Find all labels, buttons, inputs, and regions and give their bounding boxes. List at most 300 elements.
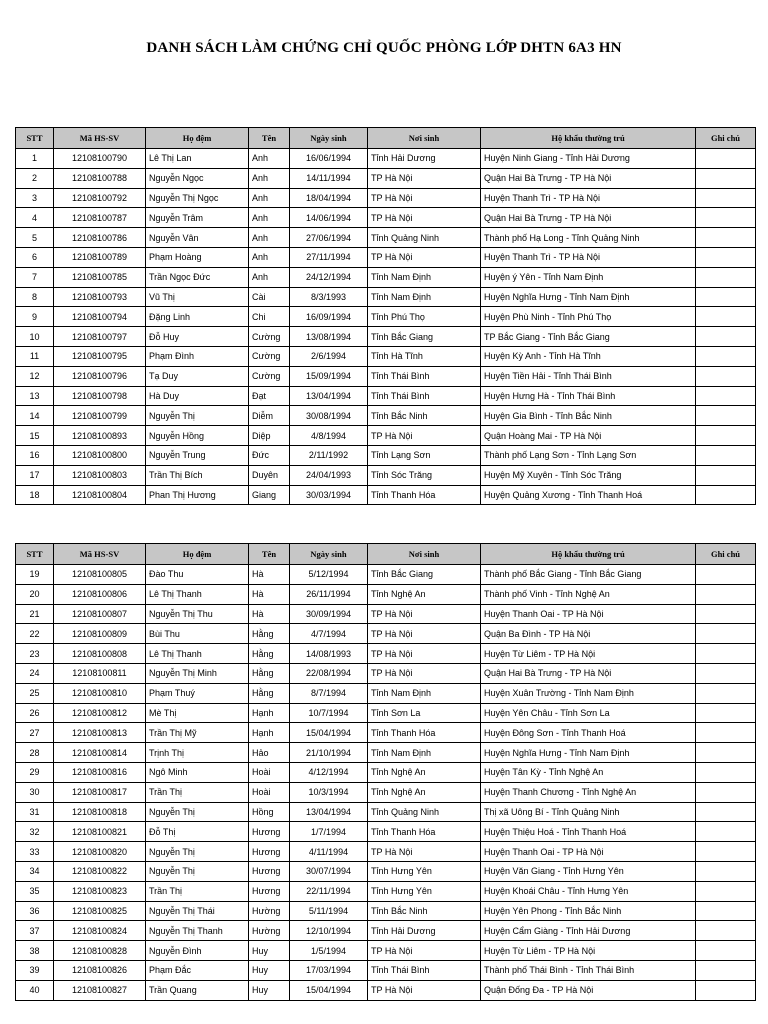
cell-stt: 16 [16, 445, 54, 465]
header-surname: Họ đệm [146, 544, 249, 565]
cell-given-name: Duyên [249, 465, 290, 485]
cell-birth-place: Tỉnh Nghệ An [368, 782, 481, 802]
cell-stt: 13 [16, 386, 54, 406]
cell-student-id: 12108100824 [54, 921, 146, 941]
cell-birth-place: Tỉnh Quảng Ninh [368, 802, 481, 822]
cell-stt: 27 [16, 723, 54, 743]
cell-note [696, 842, 756, 862]
cell-student-id: 12108100803 [54, 465, 146, 485]
cell-given-name: Cường [249, 346, 290, 366]
cell-residence: Huyện Văn Giang - Tỉnh Hưng Yên [481, 861, 696, 881]
table-row [16, 267, 756, 287]
cell-student-id: 12108100810 [54, 683, 146, 703]
cell-residence: Quận Hai Bà Trưng - TP Hà Nội [481, 168, 696, 188]
cell-birth-date: 10/3/1994 [290, 782, 368, 802]
cell-stt: 28 [16, 743, 54, 763]
cell-residence: Huyện Nghĩa Hưng - Tỉnh Nam Định [481, 743, 696, 763]
cell-birth-date: 5/11/1994 [290, 901, 368, 921]
table-row [16, 921, 756, 941]
cell-birth-date: 4/11/1994 [290, 842, 368, 862]
cell-note [696, 208, 756, 228]
header-residence: Hộ khẩu thường trú [481, 128, 696, 149]
cell-birth-date: 15/04/1994 [290, 980, 368, 1000]
cell-birth-date: 30/09/1994 [290, 604, 368, 624]
cell-residence: Thị xã Uông Bí - Tỉnh Quảng Ninh [481, 802, 696, 822]
cell-birth-date: 4/8/1994 [290, 426, 368, 446]
cell-note [696, 327, 756, 347]
cell-given-name: Hằng [249, 624, 290, 644]
cell-given-name: Hằng [249, 683, 290, 703]
cell-residence: Quận Đống Đa - TP Hà Nội [481, 980, 696, 1000]
cell-surname: Nguyễn Hồng [146, 426, 249, 446]
table-row [16, 743, 756, 763]
cell-residence: Huyện Tiền Hải - Tỉnh Thái Bình [481, 366, 696, 386]
table-row [16, 247, 756, 267]
cell-given-name: Diễm [249, 406, 290, 426]
cell-note [696, 445, 756, 465]
document-title: DANH SÁCH LÀM CHỨNG CHỈ QUỐC PHÒNG LỚP DHTN 6A3 HN [146, 40, 622, 56]
cell-birth-place: Tỉnh Nghệ An [368, 762, 481, 782]
table-row [16, 604, 756, 624]
cell-given-name: Chi [249, 307, 290, 327]
cell-surname: Nguyễn Vân [146, 228, 249, 248]
cell-note [696, 149, 756, 169]
cell-note [696, 604, 756, 624]
table-row [16, 208, 756, 228]
cell-surname: Lê Thị Thanh [146, 584, 249, 604]
cell-student-id: 12108100812 [54, 703, 146, 723]
cell-birth-date: 13/08/1994 [290, 327, 368, 347]
cell-birth-date: 24/04/1993 [290, 465, 368, 485]
header-stt: STT [16, 544, 54, 565]
cell-residence: Huyện Yên Châu - Tỉnh Sơn La [481, 703, 696, 723]
cell-given-name: Hương [249, 842, 290, 862]
cell-residence: Huyện Đông Sơn - Tỉnh Thanh Hoá [481, 723, 696, 743]
cell-note [696, 465, 756, 485]
cell-surname: Trần Thị Mỹ [146, 723, 249, 743]
cell-student-id: 12108100796 [54, 366, 146, 386]
cell-stt: 11 [16, 346, 54, 366]
cell-birth-date: 13/04/1994 [290, 386, 368, 406]
cell-student-id: 12108100809 [54, 624, 146, 644]
cell-surname: Đào Thu [146, 565, 249, 585]
cell-residence: Quận Hoàng Mai - TP Hà Nội [481, 426, 696, 446]
cell-given-name: Hoài [249, 762, 290, 782]
cell-birth-place: Tỉnh Lạng Sơn [368, 445, 481, 465]
cell-residence: Thành phố Bắc Giang - Tỉnh Bắc Giang [481, 565, 696, 585]
cell-birth-place: Tỉnh Hà Tĩnh [368, 346, 481, 366]
cell-note [696, 188, 756, 208]
table-row [16, 683, 756, 703]
cell-birth-place: TP Hà Nội [368, 663, 481, 683]
table-row [16, 782, 756, 802]
cell-student-id: 12108100817 [54, 782, 146, 802]
cell-given-name: Hồng [249, 802, 290, 822]
cell-residence: Quận Ba Đình - TP Hà Nội [481, 624, 696, 644]
cell-birth-place: Tỉnh Bắc Ninh [368, 406, 481, 426]
cell-given-name: Hằng [249, 644, 290, 664]
cell-stt: 7 [16, 267, 54, 287]
cell-surname: Hà Duy [146, 386, 249, 406]
cell-stt: 39 [16, 960, 54, 980]
cell-given-name: Cường [249, 327, 290, 347]
cell-surname: Nguyễn Thị Thu [146, 604, 249, 624]
cell-residence: Huyện Gia Bình - Tỉnh Bắc Ninh [481, 406, 696, 426]
cell-surname: Nguyễn Thị [146, 842, 249, 862]
table-row [16, 663, 756, 683]
cell-given-name: Hương [249, 881, 290, 901]
cell-note [696, 901, 756, 921]
cell-birth-date: 22/08/1994 [290, 663, 368, 683]
cell-stt: 19 [16, 565, 54, 585]
cell-note [696, 683, 756, 703]
cell-stt: 40 [16, 980, 54, 1000]
cell-birth-place: Tỉnh Bắc Giang [368, 327, 481, 347]
cell-surname: Lê Thị Thanh [146, 644, 249, 664]
cell-birth-place: Tỉnh Hải Dương [368, 149, 481, 169]
cell-residence: Huyện Thanh Trì - TP Hà Nội [481, 188, 696, 208]
header-note: Ghi chú [696, 544, 756, 565]
table-row [16, 149, 756, 169]
cell-birth-date: 30/08/1994 [290, 406, 368, 426]
cell-given-name: Hường [249, 901, 290, 921]
cell-birth-date: 14/08/1993 [290, 644, 368, 664]
cell-note [696, 743, 756, 763]
cell-stt: 1 [16, 149, 54, 169]
cell-student-id: 12108100814 [54, 743, 146, 763]
cell-stt: 30 [16, 782, 54, 802]
cell-surname: Phạm Thuý [146, 683, 249, 703]
cell-stt: 20 [16, 584, 54, 604]
table-row [16, 327, 756, 347]
cell-birth-date: 15/09/1994 [290, 366, 368, 386]
cell-stt: 26 [16, 703, 54, 723]
cell-note [696, 644, 756, 664]
table-row [16, 802, 756, 822]
cell-note [696, 386, 756, 406]
cell-note [696, 584, 756, 604]
cell-note [696, 307, 756, 327]
cell-birth-date: 22/11/1994 [290, 881, 368, 901]
cell-note [696, 426, 756, 446]
cell-birth-date: 17/03/1994 [290, 960, 368, 980]
cell-given-name: Huy [249, 980, 290, 1000]
cell-surname: Trần Thị [146, 782, 249, 802]
cell-birth-date: 27/06/1994 [290, 228, 368, 248]
cell-birth-place: Tỉnh Thái Bình [368, 386, 481, 406]
cell-residence: Thành phố Thái Bình - Tỉnh Thái Bình [481, 960, 696, 980]
cell-residence: Huyện Thanh Oai - TP Hà Nội [481, 604, 696, 624]
cell-birth-place: Tỉnh Nam Định [368, 267, 481, 287]
cell-given-name: Anh [249, 247, 290, 267]
cell-stt: 5 [16, 228, 54, 248]
cell-surname: Vũ Thị [146, 287, 249, 307]
cell-note [696, 366, 756, 386]
cell-given-name: Đạt [249, 386, 290, 406]
cell-birth-place: Tỉnh Hải Dương [368, 921, 481, 941]
cell-surname: Trần Thị Bích [146, 465, 249, 485]
cell-surname: Phạm Đắc [146, 960, 249, 980]
cell-given-name: Hảo [249, 743, 290, 763]
cell-given-name: Hà [249, 584, 290, 604]
cell-birth-place: Tỉnh Thanh Hóa [368, 723, 481, 743]
cell-stt: 33 [16, 842, 54, 862]
table-row [16, 168, 756, 188]
cell-note [696, 168, 756, 188]
cell-birth-date: 18/04/1994 [290, 188, 368, 208]
header-birth-date: Ngày sinh [290, 544, 368, 565]
cell-surname: Nguyễn Thị Minh [146, 663, 249, 683]
cell-student-id: 12108100808 [54, 644, 146, 664]
cell-note [696, 247, 756, 267]
cell-birth-place: Tỉnh Hưng Yên [368, 861, 481, 881]
table-row [16, 346, 756, 366]
cell-birth-place: Tỉnh Nam Định [368, 287, 481, 307]
cell-student-id: 12108100789 [54, 247, 146, 267]
cell-birth-date: 4/7/1994 [290, 624, 368, 644]
cell-given-name: Diệp [249, 426, 290, 446]
cell-student-id: 12108100811 [54, 663, 146, 683]
cell-given-name: Huy [249, 941, 290, 961]
cell-surname: Nguyễn Thị Ngọc [146, 188, 249, 208]
cell-birth-place: Tỉnh Nam Định [368, 743, 481, 763]
cell-residence: Huyện Quảng Xương - Tỉnh Thanh Hoá [481, 485, 696, 505]
cell-residence: Thành phố Lạng Sơn - Tỉnh Lạng Sơn [481, 445, 696, 465]
cell-surname: Đỗ Thị [146, 822, 249, 842]
cell-stt: 6 [16, 247, 54, 267]
cell-residence: Huyện Từ Liêm - TP Hà Nội [481, 941, 696, 961]
cell-surname: Nguyễn Đình [146, 941, 249, 961]
cell-birth-date: 30/07/1994 [290, 861, 368, 881]
cell-stt: 25 [16, 683, 54, 703]
cell-student-id: 12108100813 [54, 723, 146, 743]
cell-note [696, 921, 756, 941]
cell-given-name: Anh [249, 267, 290, 287]
cell-note [696, 228, 756, 248]
cell-stt: 36 [16, 901, 54, 921]
cell-residence: Huyện Mỹ Xuyên - Tỉnh Sóc Trăng [481, 465, 696, 485]
student-table-1 [15, 127, 756, 505]
cell-birth-date: 16/09/1994 [290, 307, 368, 327]
table-row [16, 366, 756, 386]
cell-surname: Lê Thị Lan [146, 149, 249, 169]
cell-note [696, 287, 756, 307]
cell-student-id: 12108100785 [54, 267, 146, 287]
cell-surname: Trần Quang [146, 980, 249, 1000]
cell-given-name: Cài [249, 287, 290, 307]
table-row [16, 386, 756, 406]
cell-given-name: Hương [249, 822, 290, 842]
table-row [16, 406, 756, 426]
cell-residence: Huyện Ninh Giang - Tỉnh Hải Dương [481, 149, 696, 169]
table-header-row [16, 128, 756, 149]
cell-stt: 24 [16, 663, 54, 683]
cell-student-id: 12108100790 [54, 149, 146, 169]
cell-stt: 12 [16, 366, 54, 386]
cell-residence: Huyện Thanh Oai - TP Hà Nội [481, 842, 696, 862]
cell-residence: Huyện Khoái Châu - Tỉnh Hưng Yên [481, 881, 696, 901]
cell-student-id: 12108100799 [54, 406, 146, 426]
cell-stt: 4 [16, 208, 54, 228]
cell-stt: 8 [16, 287, 54, 307]
header-given-name: Tên [249, 544, 290, 565]
table-row [16, 426, 756, 446]
cell-residence: Thành phố Hạ Long - Tỉnh Quảng Ninh [481, 228, 696, 248]
header-surname: Họ đệm [146, 128, 249, 149]
cell-surname: Trần Ngọc Đức [146, 267, 249, 287]
cell-birth-date: 24/12/1994 [290, 267, 368, 287]
table-row [16, 465, 756, 485]
cell-given-name: Anh [249, 208, 290, 228]
cell-student-id: 12108100804 [54, 485, 146, 505]
cell-birth-place: Tỉnh Sơn La [368, 703, 481, 723]
cell-given-name: Hạnh [249, 703, 290, 723]
cell-birth-place: Tỉnh Hưng Yên [368, 881, 481, 901]
cell-surname: Nguyễn Ngọc [146, 168, 249, 188]
cell-birth-date: 13/04/1994 [290, 802, 368, 822]
cell-birth-place: Tỉnh Thái Bình [368, 366, 481, 386]
cell-residence: Huyện Kỳ Anh - Tỉnh Hà Tĩnh [481, 346, 696, 366]
cell-student-id: 12108100788 [54, 168, 146, 188]
cell-note [696, 703, 756, 723]
cell-birth-date: 14/11/1994 [290, 168, 368, 188]
cell-birth-place: TP Hà Nội [368, 604, 481, 624]
cell-stt: 22 [16, 624, 54, 644]
cell-student-id: 12108100794 [54, 307, 146, 327]
table-row [16, 822, 756, 842]
cell-birth-date: 30/03/1994 [290, 485, 368, 505]
cell-student-id: 12108100828 [54, 941, 146, 961]
cell-stt: 14 [16, 406, 54, 426]
cell-note [696, 822, 756, 842]
cell-stt: 10 [16, 327, 54, 347]
header-birth-date: Ngày sinh [290, 128, 368, 149]
header-given-name: Tên [249, 128, 290, 149]
cell-given-name: Hương [249, 861, 290, 881]
cell-birth-date: 1/5/1994 [290, 941, 368, 961]
cell-birth-place: Tỉnh Bắc Giang [368, 565, 481, 585]
cell-given-name: Anh [249, 228, 290, 248]
cell-stt: 15 [16, 426, 54, 446]
cell-stt: 2 [16, 168, 54, 188]
cell-student-id: 12108100822 [54, 861, 146, 881]
table-row [16, 624, 756, 644]
cell-student-id: 12108100821 [54, 822, 146, 842]
header-student-id: Mã HS-SV [54, 544, 146, 565]
header-student-id: Mã HS-SV [54, 128, 146, 149]
cell-surname: Bùi Thu [146, 624, 249, 644]
cell-note [696, 346, 756, 366]
cell-birth-place: Tỉnh Bắc Ninh [368, 901, 481, 921]
cell-note [696, 960, 756, 980]
cell-residence: Huyện Thanh Trì - TP Hà Nội [481, 247, 696, 267]
cell-birth-place: Tỉnh Quảng Ninh [368, 228, 481, 248]
cell-birth-place: Tỉnh Thái Bình [368, 960, 481, 980]
cell-residence: Huyện Xuân Trường - Tỉnh Nam Định [481, 683, 696, 703]
cell-residence: TP Bắc Giang - Tỉnh Bắc Giang [481, 327, 696, 347]
cell-given-name: Giang [249, 485, 290, 505]
cell-stt: 29 [16, 762, 54, 782]
cell-given-name: Hoài [249, 782, 290, 802]
cell-surname: Nguyễn Thị [146, 406, 249, 426]
cell-birth-place: TP Hà Nội [368, 624, 481, 644]
header-residence: Hộ khẩu thường trú [481, 544, 696, 565]
cell-given-name: Anh [249, 188, 290, 208]
cell-birth-place: Tỉnh Nghệ An [368, 584, 481, 604]
cell-note [696, 565, 756, 585]
cell-birth-place: TP Hà Nội [368, 842, 481, 862]
cell-given-name: Hà [249, 565, 290, 585]
cell-given-name: Anh [249, 168, 290, 188]
cell-birth-date: 27/11/1994 [290, 247, 368, 267]
cell-stt: 34 [16, 861, 54, 881]
cell-birth-place: TP Hà Nội [368, 644, 481, 664]
cell-given-name: Đức [249, 445, 290, 465]
cell-birth-date: 8/7/1994 [290, 683, 368, 703]
table-row [16, 584, 756, 604]
table-row [16, 881, 756, 901]
cell-student-id: 12108100818 [54, 802, 146, 822]
cell-student-id: 12108100800 [54, 445, 146, 465]
table-row [16, 842, 756, 862]
cell-birth-date: 16/06/1994 [290, 149, 368, 169]
header-stt: STT [16, 128, 54, 149]
table-row [16, 188, 756, 208]
cell-surname: Ngô Minh [146, 762, 249, 782]
cell-stt: 3 [16, 188, 54, 208]
cell-stt: 31 [16, 802, 54, 822]
cell-given-name: Hằng [249, 663, 290, 683]
cell-surname: Phạm Đình [146, 346, 249, 366]
cell-birth-place: TP Hà Nội [368, 941, 481, 961]
header-note: Ghi chú [696, 128, 756, 149]
cell-surname: Đỗ Huy [146, 327, 249, 347]
cell-birth-date: 10/7/1994 [290, 703, 368, 723]
cell-birth-date: 14/06/1994 [290, 208, 368, 228]
cell-residence: Huyện Yên Phong - Tỉnh Bắc Ninh [481, 901, 696, 921]
cell-surname: Phan Thị Hương [146, 485, 249, 505]
cell-birth-date: 2/11/1992 [290, 445, 368, 465]
cell-student-id: 12108100792 [54, 188, 146, 208]
cell-student-id: 12108100826 [54, 960, 146, 980]
table-row [16, 287, 756, 307]
cell-surname: Nguyễn Thị [146, 802, 249, 822]
cell-given-name: Anh [249, 149, 290, 169]
table-row [16, 762, 756, 782]
cell-residence: Huyện Hưng Hà - Tỉnh Thái Bình [481, 386, 696, 406]
cell-note [696, 802, 756, 822]
table-row [16, 901, 756, 921]
cell-birth-date: 1/7/1994 [290, 822, 368, 842]
cell-birth-place: TP Hà Nội [368, 247, 481, 267]
cell-student-id: 12108100793 [54, 287, 146, 307]
cell-stt: 17 [16, 465, 54, 485]
cell-birth-date: 2/6/1994 [290, 346, 368, 366]
cell-surname: Trịnh Thị [146, 743, 249, 763]
cell-birth-place: TP Hà Nội [368, 980, 481, 1000]
cell-note [696, 663, 756, 683]
cell-residence: Thành phố Vinh - Tỉnh Nghệ An [481, 584, 696, 604]
table-row [16, 445, 756, 465]
cell-surname: Trần Thị [146, 881, 249, 901]
cell-residence: Quận Hai Bà Trưng - TP Hà Nội [481, 208, 696, 228]
cell-given-name: Hường [249, 921, 290, 941]
cell-birth-date: 8/3/1993 [290, 287, 368, 307]
cell-surname: Phạm Hoàng [146, 247, 249, 267]
cell-residence: Huyện ý Yên - Tỉnh Nam Định [481, 267, 696, 287]
cell-note [696, 762, 756, 782]
cell-student-id: 12108100806 [54, 584, 146, 604]
